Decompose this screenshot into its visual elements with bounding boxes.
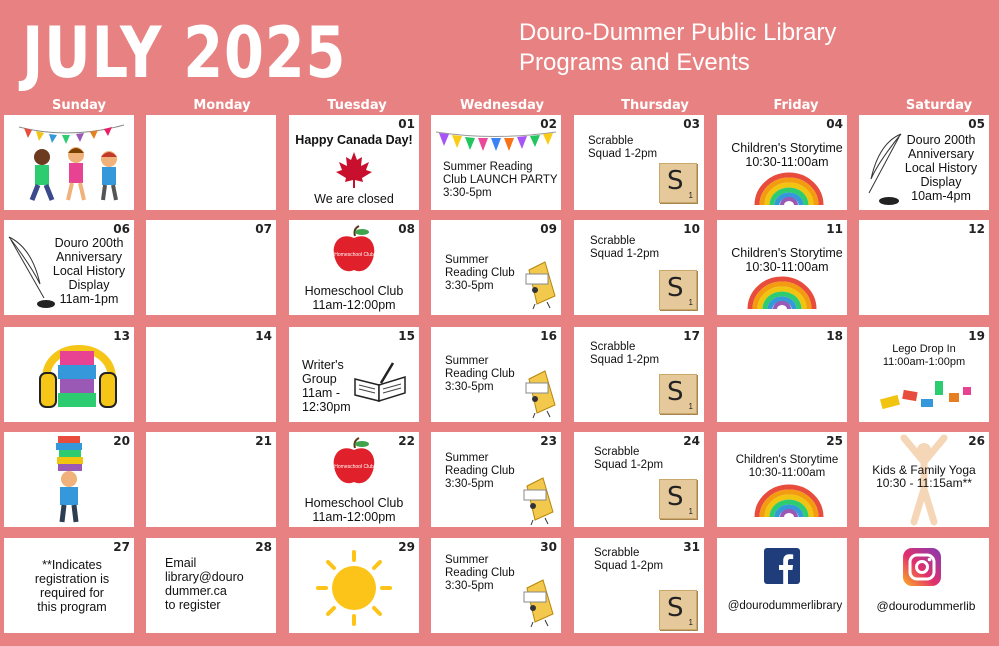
tile-letter: S: [667, 166, 684, 196]
day-cell-monday-blank: [146, 115, 276, 210]
canada-day-text: Happy Canada Day!: [295, 133, 413, 147]
day-number: 07: [255, 222, 272, 236]
event-line: Homeschool Club: [304, 496, 404, 510]
event-line: this program: [37, 600, 107, 614]
day-number: 15: [398, 329, 415, 343]
reading-character-icon: [519, 578, 559, 628]
day-number: 11: [826, 222, 843, 236]
day-cell-05: [859, 115, 989, 210]
reading-character-icon: [519, 476, 559, 526]
event-line: Squad 1-2pm: [594, 459, 664, 471]
day-number: 14: [255, 329, 272, 343]
scrabble-tile-icon: [659, 163, 697, 203]
event-line: Children's Storytime: [731, 141, 843, 155]
event-line: Children's Storytime: [731, 246, 843, 260]
reading-character-icon: [521, 369, 561, 419]
weekday-tuesday: Tuesday: [327, 98, 387, 113]
scrabble-event: [588, 135, 657, 161]
day-number: 09: [540, 222, 557, 236]
tile-points: 1: [688, 507, 693, 516]
event-line: 11am-12:00pm: [312, 298, 396, 312]
headphones-books-icon: [34, 329, 124, 419]
day-cell-04: [717, 115, 847, 210]
day-cell-24: [574, 432, 704, 527]
programs-subtitle: Programs and Events: [519, 49, 750, 76]
day-cell-22: [289, 432, 419, 527]
day-cell-23: [431, 432, 561, 527]
scrabble-event: [594, 446, 663, 472]
event-line: Lego Drop In: [892, 343, 956, 355]
event-line: 10:30 - 11:15am**: [876, 476, 972, 490]
event-line: Writer's: [302, 358, 344, 372]
weekday-sunday: Sunday: [51, 98, 107, 113]
scrabble-event: [594, 547, 663, 573]
tile-points: 1: [688, 191, 693, 200]
day-cell-12: [859, 220, 989, 315]
day-number: 22: [398, 434, 415, 448]
event-line: 3:30-5pm: [443, 187, 492, 199]
rainbow-icon: [754, 484, 824, 520]
email-address: library@douro: [165, 570, 244, 584]
rainbow-icon: [754, 172, 824, 208]
event-line: Club LAUNCH PARTY: [443, 174, 558, 186]
weekday-friday: Friday: [773, 98, 819, 113]
writers-group-event: [302, 358, 351, 414]
day-number: 12: [968, 222, 985, 236]
day-number: 05: [968, 117, 985, 131]
facebook-cell: [717, 538, 847, 633]
event-line: 3:30-5pm: [445, 381, 494, 393]
day-number: 17: [683, 329, 700, 343]
event-line: Children's Storytime: [735, 454, 839, 466]
event-line: Squad 1-2pm: [588, 148, 658, 160]
event-line: Summer: [445, 452, 489, 464]
maple-leaf-icon: [334, 150, 374, 190]
day-number: 01: [398, 117, 415, 131]
registration-note: [4, 558, 134, 614]
day-number: 03: [683, 117, 700, 131]
day-cell-06: [4, 220, 134, 315]
day-number: 20: [113, 434, 130, 448]
event-line: **Indicates: [42, 558, 102, 572]
day-cell-07: [146, 220, 276, 315]
summer-reading-event: [445, 355, 515, 394]
day-number: 10: [683, 222, 700, 236]
event-line: Reading Club: [445, 368, 515, 380]
day-number: 13: [113, 329, 130, 343]
scrabble-tile-icon: [659, 479, 697, 519]
event-line: Local History: [52, 264, 126, 278]
page-title: JULY 2025: [22, 12, 347, 94]
kid-with-books-icon: [46, 434, 96, 526]
email-address-domain: dummer.ca: [165, 584, 227, 598]
day-number: 29: [398, 540, 415, 554]
day-cell-13: [4, 327, 134, 422]
day-number: 28: [255, 540, 272, 554]
event-line: Scrabble: [594, 446, 640, 458]
instagram-cell: [859, 538, 989, 633]
day-cell-03: [574, 115, 704, 210]
day-number: 19: [968, 329, 985, 343]
day-cell-11: [717, 220, 847, 315]
day-cell-20: [4, 432, 134, 527]
event-line: Squad 1-2pm: [590, 354, 660, 366]
event-line: registration is: [34, 572, 110, 586]
event-line: required for: [40, 586, 104, 600]
day-number: 30: [540, 540, 557, 554]
scrabble-event: [590, 341, 659, 367]
event-line: Homeschool Club: [304, 284, 404, 298]
homeschool-event: [289, 284, 419, 312]
tile-letter: S: [667, 593, 684, 623]
dancing-kids-icon: [4, 115, 134, 210]
day-number: 08: [398, 222, 415, 236]
history-display-event: [44, 236, 134, 306]
event-line: Summer: [445, 355, 489, 367]
apple-icon: [331, 438, 377, 488]
event-line: 12:30pm: [302, 400, 351, 414]
instagram-icon[interactable]: [903, 548, 941, 586]
day-number: 16: [540, 329, 557, 343]
event-line: Summer: [445, 254, 489, 266]
event-line: Display: [68, 278, 110, 292]
summer-reading-event: [445, 254, 515, 293]
email-note: [165, 556, 244, 612]
apple-icon: [331, 226, 377, 276]
sun-icon: [314, 546, 394, 626]
day-cell-17: [574, 327, 704, 422]
day-cell-21: [146, 432, 276, 527]
day-cell-26: [859, 432, 989, 527]
tile-letter: S: [667, 273, 684, 303]
event-line: Summer: [445, 554, 489, 566]
event-line: 10:30-11:00am: [745, 260, 829, 274]
event-line: Anniversary: [908, 147, 974, 161]
yoga-event: [859, 464, 989, 490]
day-cell-08: [289, 220, 419, 315]
tile-letter: S: [667, 482, 684, 512]
day-cell-sunday-blank: [4, 115, 134, 210]
day-number: 04: [826, 117, 843, 131]
day-number: 26: [968, 434, 985, 448]
event-line: 10am-4pm: [911, 189, 971, 203]
event-line: Local History: [904, 161, 978, 175]
tile-letter: S: [667, 377, 684, 407]
event-line: Group: [302, 372, 337, 386]
library-heading: [519, 18, 836, 78]
event-line: Squad 1-2pm: [590, 248, 660, 260]
event-line: Reading Club: [445, 465, 515, 477]
tile-points: 1: [688, 402, 693, 411]
day-cell-27: [4, 538, 134, 633]
scrabble-tile-icon: [659, 590, 697, 630]
writing-book-icon: [351, 359, 409, 404]
event-line: Reading Club: [445, 567, 515, 579]
apple-logo-text: Homeschool Club: [334, 252, 374, 258]
weekday-monday: Monday: [193, 98, 251, 113]
day-number: 06: [113, 222, 130, 236]
storytime-event: [717, 454, 847, 480]
event-line: Douro 200th: [54, 236, 124, 250]
summer-reading-event: [445, 452, 515, 491]
event-line: 10:30-11:00am: [745, 155, 829, 169]
event-line: Scrabble: [588, 135, 634, 147]
summer-reading-launch: [443, 161, 558, 200]
day-number: 21: [255, 434, 272, 448]
event-line: to register: [165, 598, 221, 612]
day-number: 02: [540, 117, 557, 131]
scrabble-tile-icon: [659, 270, 697, 310]
weekday-thursday: Thursday: [621, 98, 689, 113]
weekday-wednesday: Wednesday: [460, 98, 544, 113]
event-line: Email: [165, 556, 197, 570]
facebook-handle[interactable]: @dourodummerlibrary: [727, 600, 843, 612]
event-line: 3:30-5pm: [445, 580, 494, 592]
tile-points: 1: [688, 298, 693, 307]
instagram-handle[interactable]: @dourodummerlib: [876, 599, 976, 613]
event-line: 11am-1pm: [59, 292, 119, 306]
event-line: Squad 1-2pm: [594, 560, 664, 572]
day-number: 24: [683, 434, 700, 448]
day-cell-01: [289, 115, 419, 210]
day-cell-28: [146, 538, 276, 633]
day-number: 18: [826, 329, 843, 343]
day-number: 23: [540, 434, 557, 448]
summer-reading-event: [445, 554, 515, 593]
day-cell-30: [431, 538, 561, 633]
day-cell-09: [431, 220, 561, 315]
event-line: Douro 200th: [906, 133, 976, 147]
day-cell-10: [574, 220, 704, 315]
day-cell-31: [574, 538, 704, 633]
event-line: Scrabble: [594, 547, 640, 559]
event-line: Display: [920, 175, 962, 189]
day-cell-14: [146, 327, 276, 422]
event-line: 11:00am-1:00pm: [882, 356, 966, 368]
event-line: 3:30-5pm: [445, 478, 494, 490]
bunting-flags-icon: [434, 129, 559, 154]
day-cell-15: [289, 327, 419, 422]
rainbow-icon: [747, 276, 817, 312]
tile-points: 1: [688, 618, 693, 627]
day-cell-02: [431, 115, 561, 210]
event-line: 11am -: [302, 386, 340, 400]
event-line: Scrabble: [590, 341, 636, 353]
day-cell-19: [859, 327, 989, 422]
event-line: 11am-12:00pm: [312, 510, 396, 524]
library-name: Douro-Dummer Public Library: [519, 19, 837, 46]
day-cell-25: [717, 432, 847, 527]
apple-logo-text: Homeschool Club: [334, 464, 374, 470]
event-line: Scrabble: [590, 235, 636, 247]
day-cell-16: [431, 327, 561, 422]
lego-event: [859, 343, 989, 369]
scrabble-tile-icon: [659, 374, 697, 414]
scrabble-event: [590, 235, 659, 261]
reading-character-icon: [521, 260, 561, 310]
facebook-icon[interactable]: [764, 548, 800, 584]
storytime-event: [717, 246, 847, 274]
event-line: Anniversary: [56, 250, 122, 264]
storytime-event: [717, 141, 847, 169]
event-line: Reading Club: [445, 267, 515, 279]
closed-text: We are closed: [314, 192, 394, 206]
day-number: 31: [683, 540, 700, 554]
event-line: 10:30-11:00am: [748, 467, 826, 479]
day-number: 27: [113, 540, 130, 554]
event-line: 3:30-5pm: [445, 280, 494, 292]
event-line: Summer Reading: [443, 161, 533, 173]
day-number: 25: [826, 434, 843, 448]
event-line: Kids & Family Yoga: [872, 463, 976, 477]
day-cell-29: [289, 538, 419, 633]
lego-bricks-icon: [877, 375, 977, 415]
history-display-event: [897, 133, 985, 203]
homeschool-event: [289, 496, 419, 524]
weekday-saturday: Saturday: [905, 98, 973, 113]
day-cell-18: [717, 327, 847, 422]
